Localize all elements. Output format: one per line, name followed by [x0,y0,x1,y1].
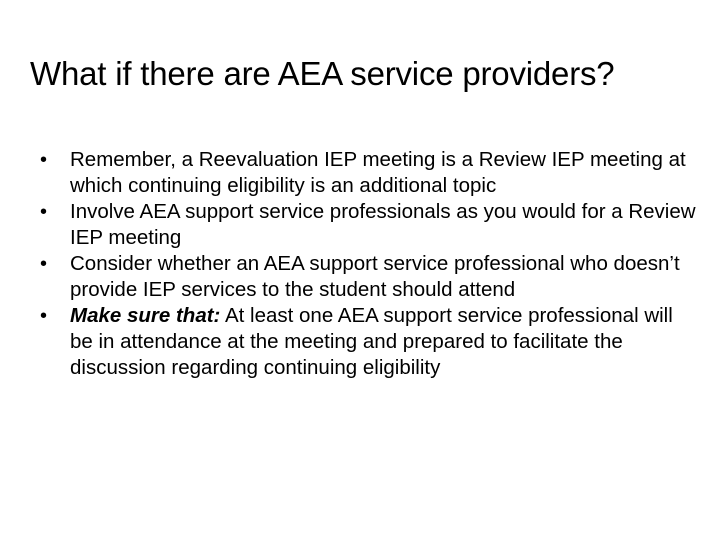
bullet-text: Remember, a Reevaluation IEP meeting is a Review IEP meeting at which continuing eligibility is an additional topic [70,148,686,197]
bullet-text: Consider whether an AEA support service professional who doesn’t provide IEP services to the student should attend [70,252,680,301]
bullet-item-3 [36,251,696,303]
bullet-item-2 [36,199,696,251]
bullet-text: Involve AEA support service professionals as you would for a Review IEP meeting [70,200,696,249]
bullet-list [36,147,696,381]
bullet-item-1 [36,147,696,199]
bullet-dot-icon: • [40,149,48,171]
bullet-item-4 [36,303,696,381]
bullet-dot-icon: • [40,305,48,327]
bullet-emphasis: Make sure that: [70,304,221,327]
bullet-text: At least one AEA support service professional will be in attendance at the meeting and prepared to facilitate the discussion regarding continuing eligibility [70,304,673,379]
bullet-dot-icon: • [40,253,48,275]
slide-title: What if there are AEA service providers? [30,55,615,92]
bullet-dot-icon: • [40,201,48,223]
